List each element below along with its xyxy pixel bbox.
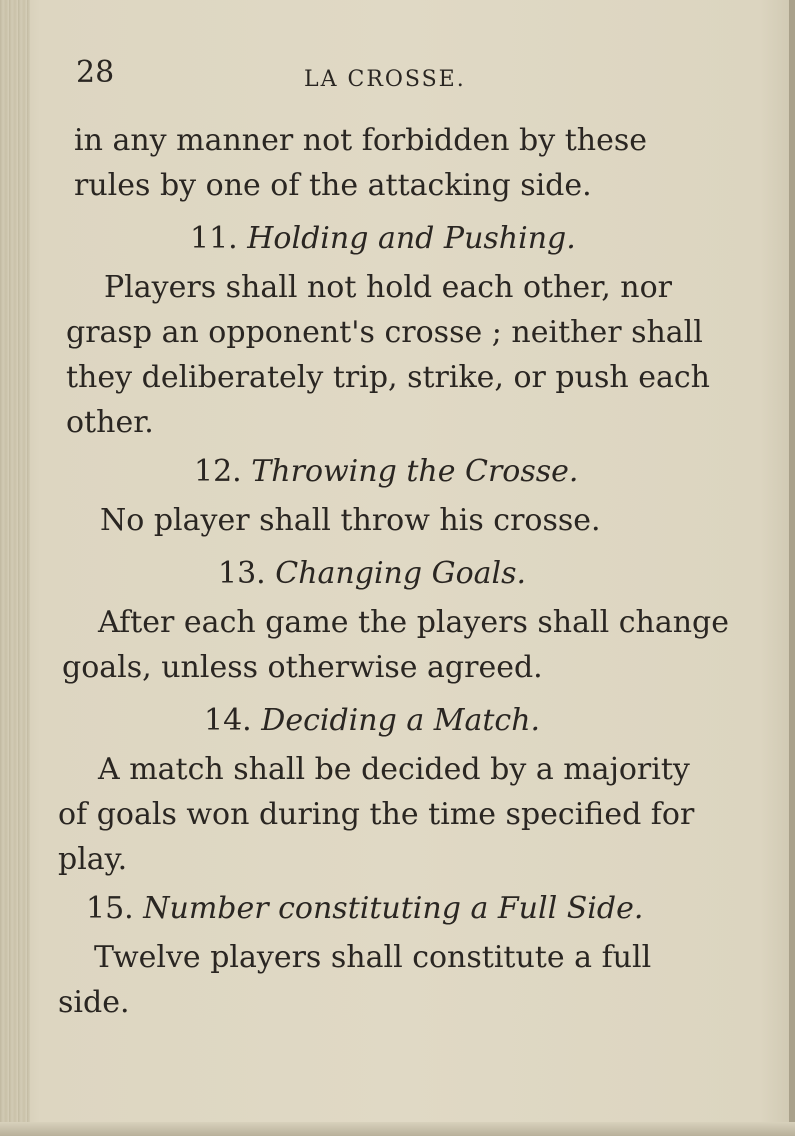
text-line: A match shall be decided by a majority xyxy=(98,752,690,787)
text-line: No player shall throw his crosse. xyxy=(100,503,601,538)
section-paragraph-15 xyxy=(58,935,698,1025)
text-line: Twelve players shall constitute a full xyxy=(94,940,652,975)
section-number: 14. xyxy=(204,703,252,738)
text-line: in any manner not forbidden by these xyxy=(74,123,648,158)
section-paragraph-11 xyxy=(58,265,710,445)
section-heading-13 xyxy=(58,551,698,596)
text-line: rules by one of the attacking side. xyxy=(74,168,592,203)
page-number: 28 xyxy=(76,55,115,90)
section-title: Changing Goals. xyxy=(275,556,527,591)
section-number: 11. xyxy=(190,221,238,256)
section-heading-12 xyxy=(58,449,698,494)
text-line: they deliberately trip, strike, or push each xyxy=(66,360,710,395)
body-text xyxy=(58,118,729,1025)
section-title: Holding and Pushing. xyxy=(247,221,576,256)
section-title: Throwing the Crosse. xyxy=(251,454,579,489)
section-paragraph-12 xyxy=(58,498,698,543)
section-number: 15. xyxy=(86,891,134,926)
section-heading-11 xyxy=(58,216,698,261)
section-paragraph-13 xyxy=(58,600,729,690)
section-title: Deciding a Match. xyxy=(261,703,541,738)
page-binding xyxy=(0,0,30,1136)
section-title: Number constituting a Full Side. xyxy=(143,891,644,926)
section-number: 13. xyxy=(218,556,266,591)
text-line: side. xyxy=(58,985,130,1020)
text-line: Players shall not hold each other, nor xyxy=(104,270,672,305)
page-bottom-edge xyxy=(0,1122,795,1136)
text-line: After each game the players shall change xyxy=(98,605,729,640)
continuation-paragraph xyxy=(58,118,698,208)
section-number: 12. xyxy=(194,454,242,489)
page-header xyxy=(76,55,676,95)
text-line: play. xyxy=(58,842,128,877)
text-line: other. xyxy=(66,405,154,440)
section-paragraph-14 xyxy=(58,747,698,882)
running-title: LA CROSSE. xyxy=(304,67,466,92)
text-line: grasp an opponent's crosse ; neither shall xyxy=(66,315,703,350)
section-heading-14 xyxy=(58,698,698,743)
text-line: of goals won during the time specified for xyxy=(58,797,695,832)
section-heading-15 xyxy=(58,886,698,931)
page-right-edge xyxy=(789,0,795,1136)
text-line: goals, unless otherwise agreed. xyxy=(62,650,543,685)
